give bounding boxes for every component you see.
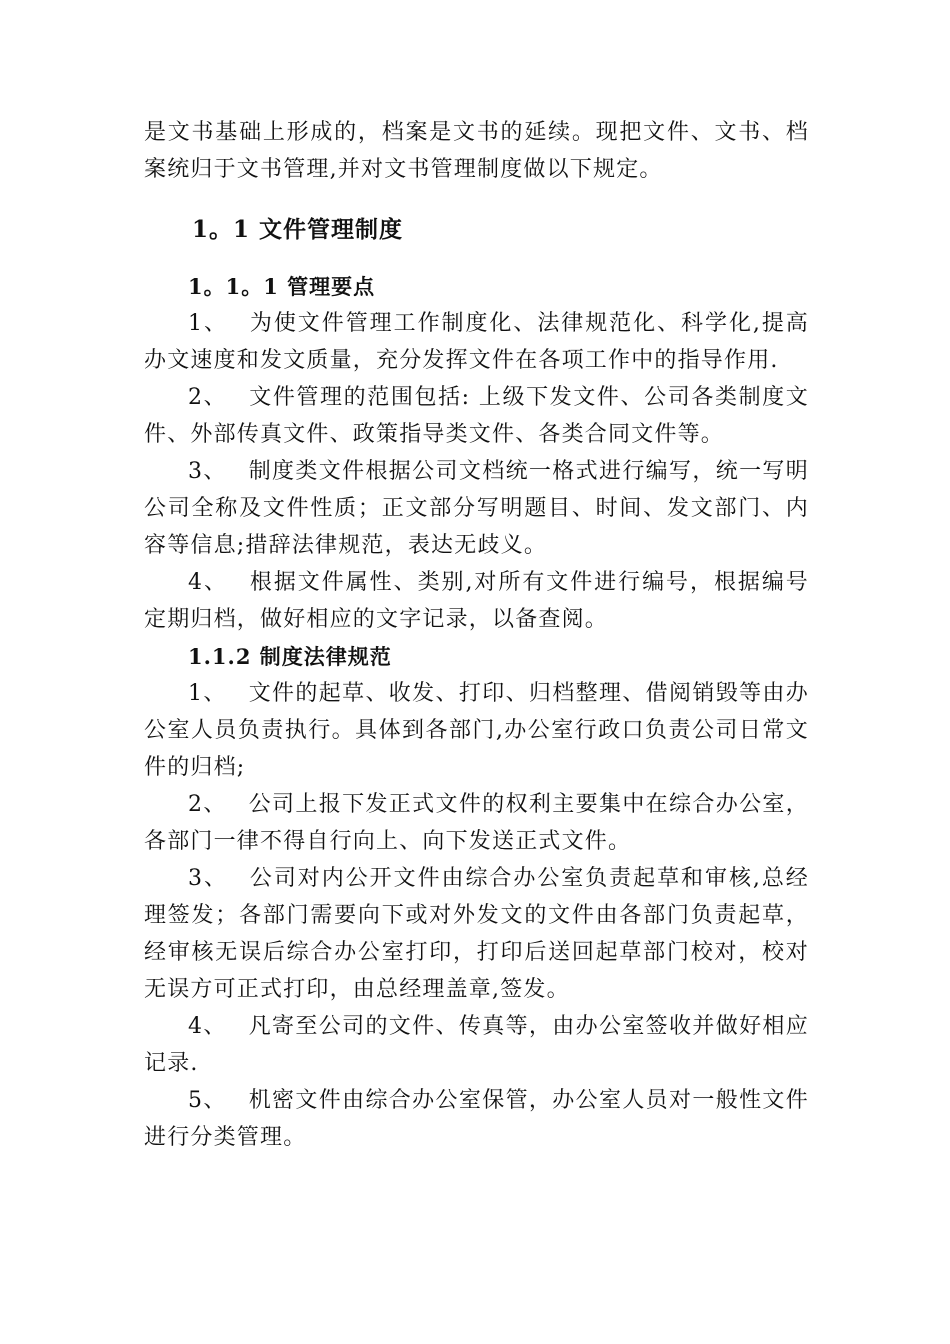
list-item xyxy=(144,453,809,564)
item-number: 3、 xyxy=(188,459,227,484)
item-number: 4、 xyxy=(188,570,228,595)
subsection-title-management-points: 1。1。1 管理要点 xyxy=(188,274,376,299)
section-title: 1。1 文件管理制度 xyxy=(192,216,404,243)
item-text: 文件的起草、收发、打印、归档整理、借阅销毁等由办公室人员负责执行。具体到各部门,办公室行政口负责公司日常文件的归档; xyxy=(144,681,809,780)
subsection-title-legal-norms: 1.1.2 制度法律规范 xyxy=(188,644,392,669)
item-text: 根据文件属性、类别,对所有文件进行编号，根据编号定期归档，做好相应的文字记录，以备查阅。 xyxy=(144,570,809,632)
item-number: 2、 xyxy=(188,792,227,817)
list-item xyxy=(144,1008,809,1082)
item-text: 公司对内公开文件由综合办公室负责起草和审核,总经理签发；各部门需要向下或对外发文的文件由各部门负责起草，经审核无误后综合办公室打印，打印后送回起草部门校对，校对无误方可正式打印，由总经理盖章,签发。 xyxy=(144,866,809,1002)
item-number: 5、 xyxy=(188,1088,227,1113)
item-number: 3、 xyxy=(188,866,228,891)
item-text: 文件管理的范围包括: 上级下发文件、公司各类制度文件、外部传真文件、政策指导类文件、各类合同文件等。 xyxy=(144,385,809,447)
list-item xyxy=(144,564,809,638)
item-text: 机密文件由综合办公室保管，办公室人员对一般性文件进行分类管理。 xyxy=(144,1088,809,1150)
item-text: 制度类文件根据公司文档统一格式进行编写，统一写明公司全称及文件性质；正文部分写明题目、时间、发文部门、内容等信息;措辞法律规范，表达无歧义。 xyxy=(144,459,809,558)
list-item xyxy=(144,860,809,1008)
item-text: 公司上报下发正式文件的权利主要集中在综合办公室，各部门一律不得自行向上、向下发送正式文件。 xyxy=(144,792,809,854)
list-item xyxy=(144,675,809,786)
item-number: 1、 xyxy=(188,681,227,706)
item-text: 为使文件管理工作制度化、法律规范化、科学化,提高办文速度和发文质量，充分发挥文件在各项工作中的指导作用. xyxy=(144,311,809,373)
list-item xyxy=(144,1082,809,1156)
item-text: 凡寄至公司的文件、传真等，由办公室签收并做好相应记录. xyxy=(144,1014,809,1076)
document-page xyxy=(144,114,809,1156)
item-number: 2、 xyxy=(188,385,228,410)
list-item xyxy=(144,786,809,860)
list-item xyxy=(144,379,809,453)
intro-paragraph: 是文书基础上形成的，档案是文书的延续。现把文件、文书、档案统归于文书管理,并对文书管理制度做以下规定。 xyxy=(144,120,809,182)
item-number: 1、 xyxy=(188,311,228,336)
list-item xyxy=(144,305,809,379)
item-number: 4、 xyxy=(188,1014,227,1039)
